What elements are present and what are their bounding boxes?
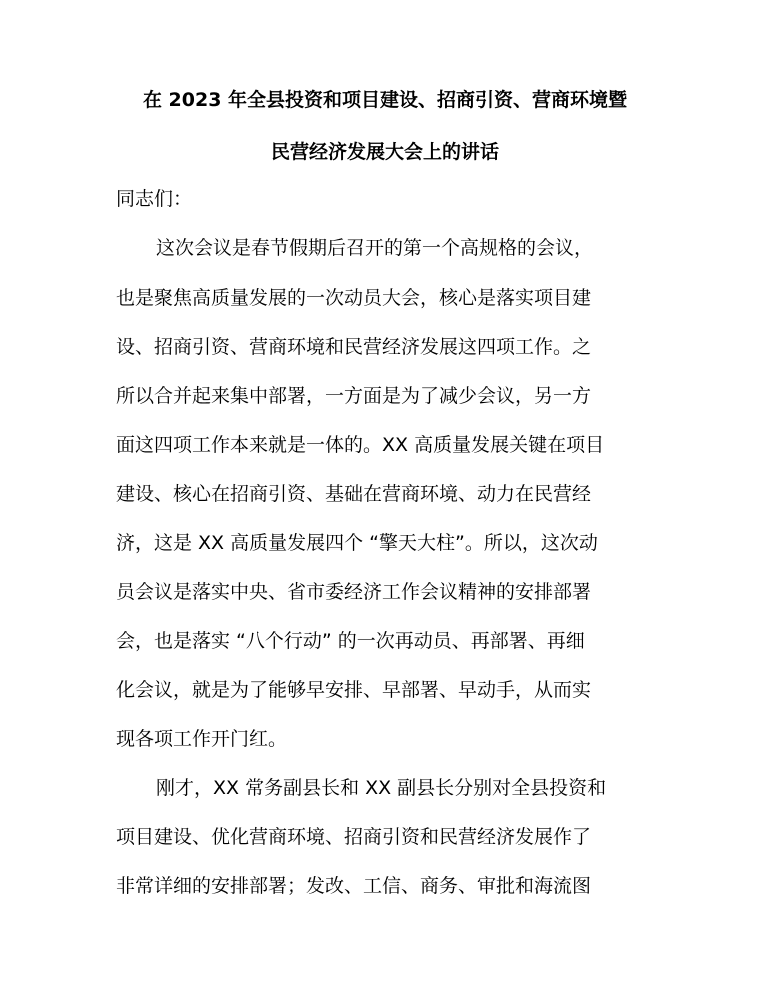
paragraph-1-line-2: 也是聚焦高质量发展的一次动员大会，核心是落实项目建 (116, 287, 592, 309)
document-title-line-1: 在 2023 年全县投资和项目建设、招商引资、营商环境暨 (142, 89, 628, 111)
paragraph-1-line-9: 会，也是落实 “八个行动” 的一次再动员、再部署、再细 (116, 630, 585, 652)
paragraph-1-line-6: 建设、核心在招商引资、基础在营商环境、动力在民营经 (116, 483, 592, 505)
paragraph-1-line-11: 现各项工作开门红。 (116, 728, 288, 750)
paragraph-1-line-8: 员会议是落实中央、省市委经济工作会议精神的安排部署 (116, 581, 592, 603)
salutation: 同志们： (116, 188, 193, 210)
document-title-line-2: 民营经济发展大会上的讲话 (270, 141, 499, 163)
paragraph-2-line-3: 非常详细的安排部署；发改、工信、商务、审批和海流图 (116, 875, 592, 897)
paragraph-2-line-2: 项目建设、优化营商环境、招商引资和民营经济发展作了 (116, 826, 592, 848)
paragraph-1-line-10: 化会议，就是为了能够早安排、早部署、早动手，从而实 (116, 679, 592, 701)
paragraph-1-line-3: 设、招商引资、营商环境和民营经济发展这四项工作。之 (116, 336, 592, 358)
paragraph-1-line-7: 济，这是 XX 高质量发展四个 “擎天大柱”。所以，这次动 (116, 532, 598, 554)
paragraph-1-line-5: 面这四项工作本来就是一体的。XX 高质量发展关键在项目 (116, 434, 605, 456)
paragraph-2-line-1: 刚才，XX 常务副县长和 XX 副县长分别对全县投资和 (156, 777, 607, 799)
paragraph-1-line-4: 所以合并起来集中部署，一方面是为了减少会议，另一方 (116, 385, 592, 407)
paragraph-1-line-1: 这次会议是春节假期后召开的第一个高规格的会议， (156, 237, 594, 259)
